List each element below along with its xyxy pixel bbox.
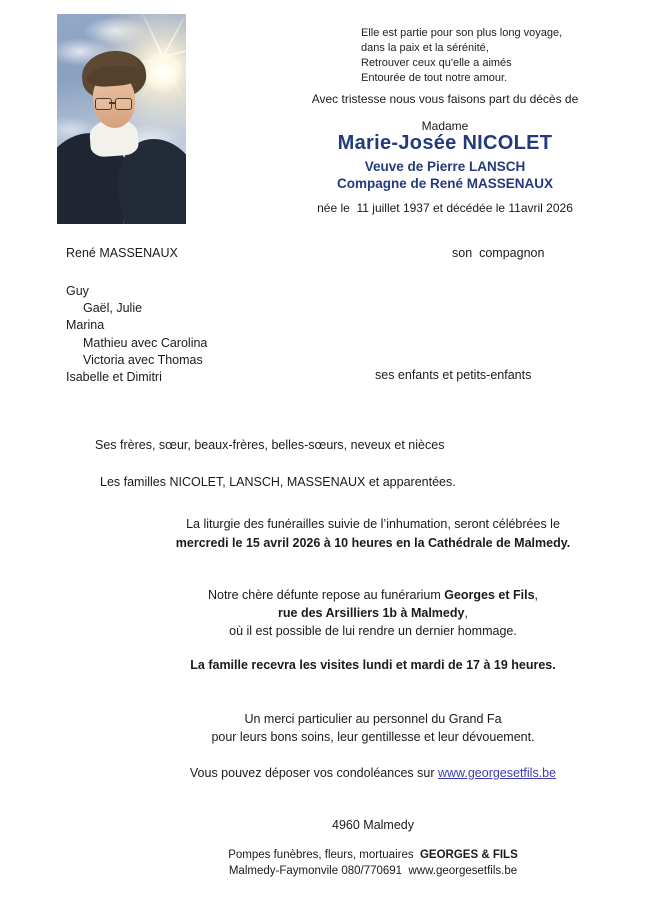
funeral-line1 (76, 586, 670, 604)
announcement-intro: Avec tristesse nous vous faisons part du décès de (311, 92, 579, 106)
funeral-home-name: Georges et Fils (444, 588, 535, 602)
funeral-line1-tail: , (534, 588, 539, 602)
opening-poem (361, 26, 562, 86)
condolences-text: Vous pouvez déposer vos condoléances sur (189, 766, 438, 780)
visits-line: La famille recevra les visites lundi et mardi de 17 à 19 heures. (190, 658, 556, 672)
footer-company-text: Pompes funèbres, fleurs, mortuaires (228, 849, 420, 861)
funeral-address-bold: rue des Arsilliers 1b à Malmedy (278, 606, 465, 620)
glasses-left-lens (95, 98, 112, 110)
thanks-line2: pour leurs bons soins, leur gentillesse et leur dévouement. (211, 730, 535, 744)
family-line: Guy (66, 284, 89, 298)
honorific: Madame (421, 119, 469, 133)
funeral-line1-text: Notre chère défunte repose au funérarium (207, 588, 445, 602)
city-line: 4960 Malmedy (332, 818, 414, 832)
siblings-line: Ses frères, sœur, beaux-frères, belles-sœurs, neveux et nièces (95, 438, 445, 452)
footer-company-name: GEORGES & FILS (419, 849, 518, 861)
companion-relation: son compagnon (452, 246, 545, 260)
sun-icon (143, 52, 183, 92)
condolences-line (76, 766, 670, 780)
family-line: Gaël, Julie (83, 301, 143, 316)
companion-name: René MASSENAUX (66, 246, 178, 260)
children-list (66, 283, 207, 386)
poem-line: Elle est partie pour son plus long voyage, (361, 27, 563, 39)
funeral-address-tail: , (464, 606, 468, 620)
condolence-link[interactable]: www.georgesetfils.be (437, 766, 557, 780)
funeral-address (76, 604, 670, 622)
family-line: Victoria avec Thomas (83, 352, 203, 367)
family-line: Isabelle et Dimitri (66, 370, 162, 385)
funeral-home-paragraph (76, 586, 670, 640)
liturgy-line2: mercredi le 15 avril 2026 à 10 heures en la Cathédrale de Malmedy. (175, 536, 571, 550)
thanks-paragraph (76, 710, 670, 746)
glasses-bridge (109, 102, 116, 104)
deceased-subtitle-widow: Veuve de Pierre LANSCH (364, 159, 526, 174)
children-relation: ses enfants et petits-enfants (375, 368, 532, 382)
poem-line: Entourée de tout notre amour. (361, 72, 508, 84)
thanks-line1: Un merci particulier au personnel du Grand Fa (244, 712, 502, 726)
portrait-photo (57, 14, 186, 224)
liturgy-paragraph (76, 515, 670, 553)
poem-line: dans la paix et la sérénité, (361, 42, 489, 54)
glasses-right-lens (115, 98, 132, 110)
deceased-name: Marie-Josée NICOLET (337, 132, 553, 154)
deceased-subtitle-companion: Compagne de René MASSENAUX (336, 176, 554, 191)
funeral-line3: où il est possible de lui rendre un dernier hommage. (229, 624, 517, 638)
poem-line: Retrouver ceux qu'elle a aimés (361, 57, 512, 69)
liturgy-line1: La liturgie des funérailles suivie de l’inhumation, seront célébrées le (186, 517, 560, 531)
birth-death-dates: née le 11 juillet 1937 et décédée le 11avril 2026 (317, 201, 573, 215)
footer-company-line (76, 849, 670, 861)
families-line: Les familles NICOLET, LANSCH, MASSENAUX et apparentées. (100, 475, 456, 489)
family-line: Marina (66, 318, 105, 333)
family-line: Mathieu avec Carolina (83, 335, 208, 350)
footer-contact-line: Malmedy-Faymonvile 080/770691 www.georgesetfils.be (228, 865, 518, 877)
